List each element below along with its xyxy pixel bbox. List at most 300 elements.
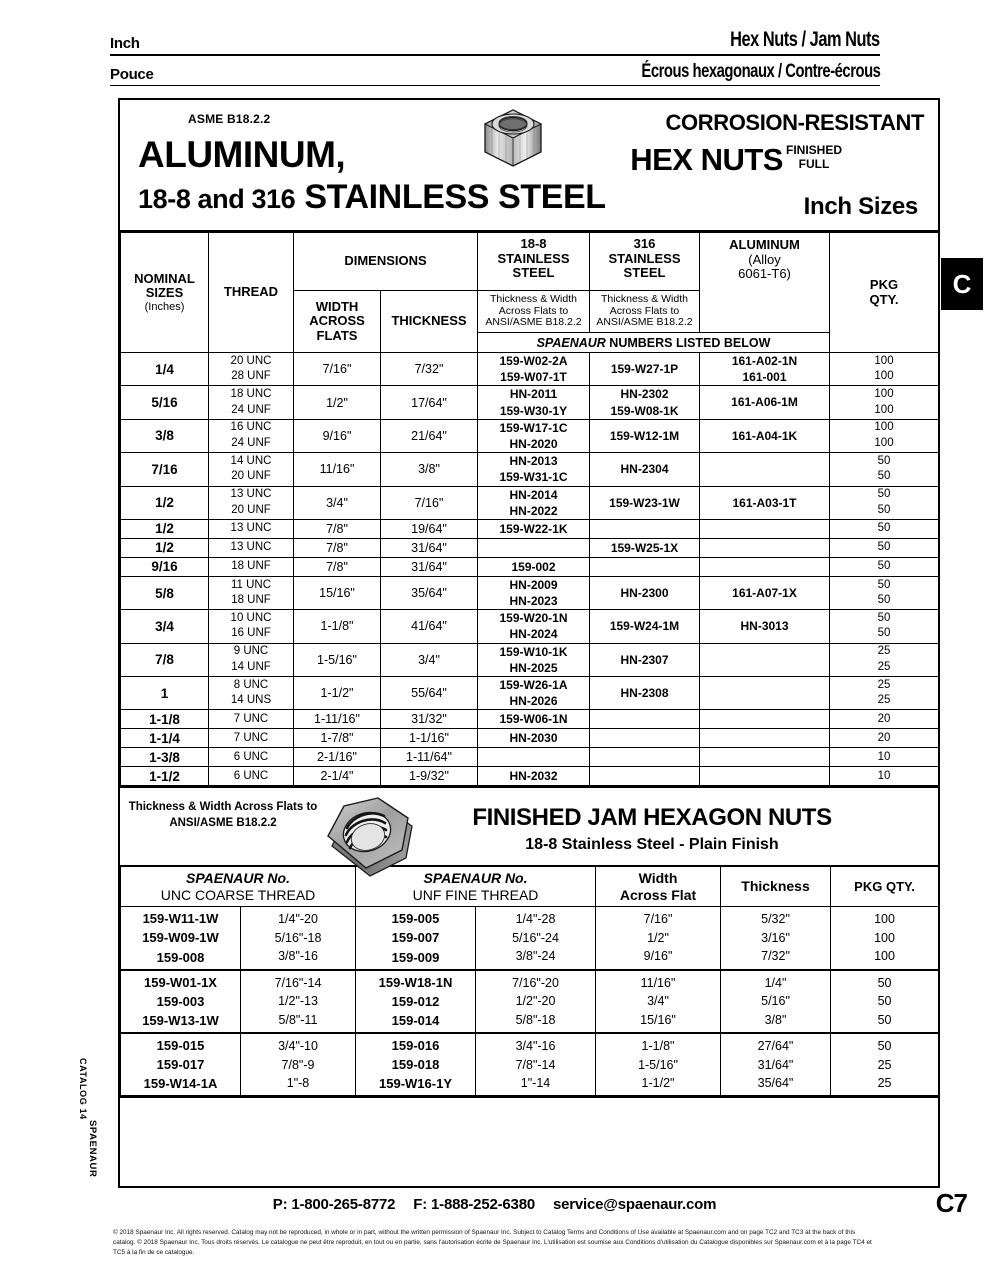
jth-unc-thread: UNC COARSE THREAD	[160, 886, 316, 903]
title-grades: 18-8 and 316	[138, 184, 296, 214]
table-row	[121, 353, 939, 386]
cell-width-across-flats	[294, 710, 381, 729]
cell-width-across-flats	[294, 610, 381, 643]
table-row	[121, 767, 939, 786]
cell-thickness	[381, 710, 478, 729]
cell-thickness-line: 41/64"	[411, 619, 447, 634]
cell-thickness	[381, 576, 478, 609]
cell-316-stainless-line: HN-2307	[620, 652, 669, 667]
table-row	[121, 677, 939, 710]
cell-jam-width-line: 1-1/2"	[641, 1075, 675, 1090]
th-width-across-flats	[294, 291, 381, 353]
cell-spaenaur-unc-line: 159-W13-1W	[142, 1012, 219, 1028]
cell-unc-thread-size-line: 3/4"-10	[278, 1039, 318, 1054]
cell-width-across-flats	[294, 767, 381, 786]
cell-thread-line: 9 UNC	[233, 645, 269, 658]
cell-316-stainless	[590, 710, 700, 729]
cell-jam-width-line: 9/16"	[643, 949, 673, 964]
cell-thickness	[381, 677, 478, 710]
cell-width-across-flats-line: 7/8"	[326, 521, 348, 536]
title-stainless-word: STAINLESS STEEL	[304, 178, 606, 216]
cell-aluminum	[700, 677, 830, 710]
cell-thickness-line: 17/64"	[411, 395, 447, 410]
cell-jam-thickness-line: 3/16"	[761, 930, 790, 945]
cell-width-across-flats-line: 1-1/8"	[320, 619, 354, 634]
cell-18-8-stainless-line: HN-2020	[509, 436, 558, 451]
cell-thread-line: 13 UNC	[230, 488, 272, 501]
cell-pkg-qty-line: 50	[877, 627, 891, 640]
cell-thread	[209, 748, 294, 767]
cell-width-across-flats	[294, 453, 381, 486]
table-row	[121, 576, 939, 609]
cell-18-8-stainless	[478, 557, 590, 576]
cell-18-8-stainless	[478, 748, 590, 767]
cell-width-across-flats	[294, 576, 381, 609]
cell-316-stainless-line: HN-2308	[620, 686, 669, 701]
cell-spaenaur-unf-line: 159-012	[391, 993, 440, 1009]
cell-width-across-flats-line: 1-7/8"	[320, 731, 354, 746]
cell-pkg-qty-line: 50	[877, 454, 891, 467]
cell-nominal-size	[121, 767, 209, 786]
cell-thread	[209, 677, 294, 710]
cell-thickness-line: 55/64"	[411, 686, 447, 701]
cell-pkg-qty-line: 50	[877, 522, 891, 535]
cell-pkg-qty-line: 25	[877, 678, 891, 691]
footer-email[interactable]: service@spaenaur.com	[552, 1196, 717, 1213]
cell-width-across-flats	[294, 519, 381, 538]
cell-nominal-size	[121, 419, 209, 452]
cell-spaenaur-unf-line: 159-W18-1N	[378, 974, 453, 990]
cell-jam-width-line: 7/16"	[643, 912, 673, 927]
cell-thread-line: 11 UNC	[230, 578, 272, 591]
th-316-l2: STAINLESS	[608, 250, 681, 266]
title-finished: FINISHED	[785, 143, 842, 157]
table-row	[121, 748, 939, 767]
cell-jam-pkg-qty	[831, 907, 939, 970]
cell-jam-width-line: 3/4"	[647, 994, 669, 1009]
cell-aluminum-line: 161-001	[742, 370, 787, 385]
cell-unc-thread-size-line: 5/8"-11	[278, 1012, 318, 1027]
cell-unc-thread-size-line: 3/8"-16	[278, 949, 318, 964]
cell-pkg-qty-line: 100	[874, 370, 894, 383]
cell-spaenaur-unc	[121, 970, 241, 1033]
cell-thread	[209, 386, 294, 419]
cell-aluminum	[700, 710, 830, 729]
cell-spaenaur-unf	[356, 1033, 476, 1096]
header-row-english	[110, 28, 880, 52]
cell-pkg-qty-line: 20	[877, 731, 891, 744]
cell-thread-line: 10 UNC	[230, 611, 272, 624]
cell-spaenaur-unf-line: 159-007	[391, 930, 440, 946]
cell-pkg-qty	[830, 729, 939, 748]
cell-aluminum	[700, 519, 830, 538]
cell-unc-thread-size-line: 7/16"-14	[274, 975, 322, 990]
cell-pkg-qty-line: 25	[877, 645, 891, 658]
cell-nominal-size-line: 1-1/2	[149, 768, 180, 784]
cell-aluminum	[700, 538, 830, 557]
cell-18-8-stainless	[478, 453, 590, 486]
catalog-edition-label: CATALOG 14	[78, 1058, 88, 1120]
cell-aluminum	[700, 610, 830, 643]
cell-pkg-qty-line: 50	[877, 503, 891, 516]
cell-thread	[209, 576, 294, 609]
cell-nominal-size	[121, 610, 209, 643]
cell-unf-thread-size-line: 7/16"-20	[512, 975, 559, 990]
jam-nuts-title: FINISHED JAM HEXAGON NUTS	[472, 804, 832, 832]
cell-pkg-qty-line: 50	[877, 611, 891, 624]
cell-width-across-flats-line: 7/8"	[326, 540, 348, 555]
cell-18-8-stainless-line: 159-W07-1T	[500, 370, 567, 385]
cell-18-8-stainless-line: 159-W22-1K	[499, 521, 568, 536]
cell-18-8-stainless	[478, 576, 590, 609]
cell-thread-line: 20 UNC	[230, 354, 272, 367]
cell-spaenaur-unf-line: 159-009	[391, 949, 440, 965]
th-18-8-l1: 18-8	[520, 236, 547, 251]
cell-18-8-stainless-line: 159-W30-1Y	[499, 403, 568, 418]
header-unit-inch: Inch	[110, 35, 140, 52]
cell-aluminum	[700, 353, 830, 386]
cell-unf-thread-size-line: 1/4"-28	[515, 912, 556, 927]
th-spaenaur-numbers	[478, 333, 830, 353]
cell-thickness-line: 21/64"	[411, 428, 447, 443]
cell-width-across-flats	[294, 748, 381, 767]
cell-spaenaur-unc-line: 159-W14-1A	[143, 1076, 218, 1092]
jam-table-header-row	[121, 867, 939, 907]
cell-thread-line: 16 UNF	[231, 627, 271, 640]
cell-pkg-qty-line: 10	[877, 769, 891, 782]
jam-table-row	[121, 907, 939, 970]
cell-jam-thickness-line: 27/64"	[757, 1039, 794, 1054]
cell-thread-line: 8 UNC	[233, 678, 269, 691]
jam-table-row	[121, 970, 939, 1033]
cell-unc-thread-size	[241, 907, 356, 970]
cell-nominal-size-line: 1/2	[155, 521, 174, 537]
cell-aluminum-line: 161-A03-1T	[732, 495, 797, 510]
th-18-8-note-text: Thickness & Width Across Flats to ANSI/ASME B18.2.2	[485, 292, 582, 329]
cell-thickness	[381, 419, 478, 452]
th-alum-l2: (Alloy	[748, 251, 781, 267]
cell-spaenaur-unc-line: 159-008	[156, 949, 205, 965]
cell-thickness	[381, 538, 478, 557]
cell-18-8-stainless-line: 159-W26-1A	[499, 678, 568, 692]
cell-nominal-size-line: 5/8	[155, 585, 174, 601]
main-content-frame	[118, 98, 940, 1188]
cell-jam-width	[596, 970, 721, 1033]
cell-18-8-stainless	[478, 353, 590, 386]
cell-nominal-size-line: 3/8	[155, 428, 174, 444]
cell-spaenaur-unc-line: 159-W01-1X	[144, 974, 217, 990]
cell-unf-thread-size	[476, 907, 596, 970]
cell-unc-thread-size-line: 1/2"-13	[278, 994, 318, 1009]
cell-18-8-stainless	[478, 419, 590, 452]
cell-thickness	[381, 486, 478, 519]
cell-nominal-size-line: 5/16	[151, 395, 178, 411]
cell-jam-thickness	[721, 907, 831, 970]
cell-thickness-line: 7/16"	[414, 495, 444, 510]
cell-316-stainless	[590, 610, 700, 643]
cell-jam-width-line: 15/16"	[640, 1012, 676, 1027]
th-nominal-units: (Inches)	[144, 300, 185, 313]
cell-18-8-stainless-line: HN-2030	[509, 731, 558, 746]
cell-316-stainless-line: 159-W25-1X	[610, 540, 679, 555]
cell-316-stainless-line: 159-W12-1M	[609, 428, 680, 443]
cell-aluminum	[700, 729, 830, 748]
cell-unc-thread-size-line: 1/4"-20	[278, 912, 318, 927]
cell-pkg-qty	[830, 519, 939, 538]
cell-jam-pkg-qty-line: 25	[877, 1057, 892, 1072]
cell-pkg-qty-line: 10	[877, 750, 891, 763]
th-nominal-l1: NOMINAL	[134, 270, 195, 286]
table-row	[121, 519, 939, 538]
cell-nominal-size-line: 3/4	[155, 618, 174, 634]
cell-nominal-size	[121, 386, 209, 419]
cell-width-across-flats	[294, 557, 381, 576]
hex-nut-illustration-top	[465, 106, 561, 174]
cell-thickness	[381, 557, 478, 576]
cell-jam-pkg-qty-line: 25	[877, 1075, 892, 1090]
cell-unc-thread-size	[241, 970, 356, 1033]
cell-thread-line: 13 UNC	[230, 522, 272, 535]
cell-unf-thread-size-line: 1"-14	[520, 1075, 551, 1090]
cell-width-across-flats-line: 1-5/16"	[317, 652, 357, 667]
cell-nominal-size	[121, 710, 209, 729]
cell-thread-line: 14 UNF	[231, 660, 271, 673]
cell-nominal-size	[121, 643, 209, 676]
cell-thread	[209, 353, 294, 386]
cell-width-across-flats	[294, 677, 381, 710]
cell-jam-thickness	[721, 1033, 831, 1096]
cell-316-stainless-line: HN-2304	[620, 462, 669, 477]
cell-pkg-qty	[830, 710, 939, 729]
cell-18-8-stainless-line: HN-2011	[509, 387, 558, 402]
cell-jam-thickness-line: 5/32"	[761, 912, 790, 927]
cell-thickness-line: 1-11/64"	[406, 750, 452, 765]
cell-18-8-stainless	[478, 610, 590, 643]
cell-spaenaur-unc-line: 159-W11-1W	[142, 911, 219, 927]
cell-nominal-size-line: 1-1/8	[149, 711, 180, 727]
title-inch-sizes: Inch Sizes	[803, 193, 918, 220]
jth-width-across-flat	[596, 867, 721, 907]
blank-area	[120, 1096, 938, 1192]
header-title-en: Hex Nuts / Jam Nuts	[730, 28, 880, 51]
th-nominal-l2: SIZES	[145, 285, 184, 301]
cell-width-across-flats	[294, 643, 381, 676]
cell-18-8-stainless-line: HN-2022	[509, 503, 558, 518]
title-stainless-steel	[138, 180, 606, 214]
cell-nominal-size-line: 1	[160, 685, 169, 701]
cell-18-8-stainless-line: HN-2032	[509, 769, 558, 784]
th-alum-l1: ALUMINUM	[729, 237, 800, 252]
cell-316-stainless	[590, 729, 700, 748]
cell-pkg-qty-line: 50	[877, 594, 891, 607]
th-thickness: THICKNESS	[381, 291, 478, 353]
cell-unf-thread-size-line: 5/8"-18	[515, 1012, 556, 1027]
cell-pkg-qty-line: 100	[874, 388, 894, 401]
title-hex-nuts: HEX NUTS	[630, 142, 783, 177]
cell-width-across-flats-line: 1-11/16"	[314, 712, 360, 727]
cell-thread	[209, 767, 294, 786]
cell-thread	[209, 519, 294, 538]
footer-copyright: © 2018 Spaenaur Inc. All rights reserved. Catalog may not be reproduced, in whole or in part, without the written permission of Spaenaur Inc. Subject to Catalog Terms and Conditions of Use available at Spaenaur.com and on page TC2 and TC3 at the back of this catalog. © 2018 Spaenaur Inc. Tous droits réservés. Le catalogue ne peut être reproduit, en tout ou en partie, sans l'autorisation écrite de Spaenaur Inc. L'utilisation est soumise aux Conditions d'utilisation du Catalogue disponibles sur Spaenaur.com et à la page TC4 et TC5 à la fin de ce catalogue.	[113, 1229, 872, 1256]
cell-aluminum	[700, 419, 830, 452]
cell-316-stainless	[590, 538, 700, 557]
cell-spaenaur-unc-line: 159-W09-1W	[142, 930, 219, 946]
cell-thread-line: 14 UNS	[230, 694, 272, 707]
cell-nominal-size-line: 1-1/4	[149, 730, 180, 746]
table-row	[121, 453, 939, 486]
cell-316-stainless-line: 159-W24-1M	[609, 619, 680, 634]
jam-nuts-subtitle: 18-8 Stainless Steel - Plain Finish	[525, 836, 779, 854]
cell-pkg-qty	[830, 538, 939, 557]
cell-jam-thickness-line: 3/8"	[764, 1012, 787, 1027]
cell-aluminum	[700, 767, 830, 786]
cell-pkg-qty-line: 20	[877, 712, 891, 725]
cell-thickness-line: 3/8"	[418, 462, 440, 477]
th-316-note-text: Thickness & Width Across Flats to ANSI/ASME B18.2.2	[596, 292, 693, 329]
title-corrosion-resistant: CORROSION-RESISTANT	[665, 110, 924, 135]
jam-nuts-table-head	[121, 867, 939, 907]
cell-nominal-size	[121, 453, 209, 486]
cell-316-stainless	[590, 643, 700, 676]
cell-jam-width-line: 1-5/16"	[638, 1057, 678, 1072]
th-18-8-l3: STEEL	[512, 265, 555, 281]
cell-unf-thread-size	[476, 970, 596, 1033]
cell-pkg-qty	[830, 486, 939, 519]
cell-nominal-size	[121, 538, 209, 557]
cell-thread-line: 24 UNF	[231, 436, 271, 449]
jam-nuts-table-body	[121, 907, 939, 1096]
cell-pkg-qty	[830, 610, 939, 643]
footer-fax: F: 1-888-252-6380	[413, 1196, 535, 1213]
cell-thread-line: 16 UNC	[230, 421, 272, 434]
cell-thread	[209, 486, 294, 519]
cell-18-8-stainless-line: 159-W10-1K	[499, 644, 568, 659]
cell-316-stainless-line: HN-2300	[620, 585, 669, 600]
hex-nuts-table-head	[121, 233, 939, 353]
table-row	[121, 610, 939, 643]
cell-316-stainless	[590, 767, 700, 786]
cell-spaenaur-unf-line: 159-005	[391, 911, 440, 927]
header-title-fr: Écrous hexagonaux / Contre-écrous	[640, 61, 880, 82]
cell-width-across-flats-line: 2-1/4"	[320, 769, 354, 784]
cell-thickness-line: 7/32"	[414, 362, 444, 377]
cell-aluminum	[700, 453, 830, 486]
cell-width-across-flats	[294, 538, 381, 557]
cell-18-8-stainless-line: HN-2009	[509, 577, 558, 592]
cell-18-8-stainless-line: HN-2025	[509, 660, 558, 675]
cell-jam-thickness	[721, 970, 831, 1033]
cell-316-stainless-line: HN-2302	[620, 387, 669, 402]
th-316-l3: STEEL	[623, 265, 666, 281]
cell-pkg-qty	[830, 557, 939, 576]
cell-thread-line: 20 UNF	[231, 470, 271, 483]
cell-316-stainless-line: 159-W08-1K	[610, 403, 679, 418]
cell-thickness-line: 3/4"	[418, 652, 440, 667]
header-divider-top	[110, 54, 880, 56]
cell-aluminum	[700, 643, 830, 676]
title-aluminum: ALUMINUM,	[138, 134, 346, 175]
cell-thickness	[381, 767, 478, 786]
footer-contact	[0, 1196, 989, 1214]
cell-316-stainless	[590, 576, 700, 609]
th-nominal-sizes	[121, 233, 209, 353]
cell-thickness	[381, 519, 478, 538]
cell-jam-width-line: 11/16"	[640, 975, 676, 990]
cell-unc-thread-size-line: 5/16"-18	[274, 930, 322, 945]
cell-nominal-size	[121, 557, 209, 576]
cell-pkg-qty-line: 100	[874, 354, 894, 367]
cell-thread-line: 14 UNC	[230, 454, 272, 467]
jam-nuts-table	[120, 866, 939, 1096]
brand-vertical-label: SPAENAUR	[87, 1120, 98, 1178]
th-across: ACROSS	[309, 313, 365, 329]
cell-pkg-qty-line: 100	[874, 436, 894, 449]
cell-pkg-qty-line: 50	[877, 470, 891, 483]
th-18-8-note	[478, 291, 590, 333]
cell-pkg-qty	[830, 677, 939, 710]
cell-width-across-flats	[294, 729, 381, 748]
cell-aluminum-line: 161-A02-1N	[731, 354, 798, 368]
cell-jam-pkg-qty-line: 50	[877, 975, 892, 990]
cell-thread-line: 6 UNC	[233, 769, 269, 782]
cell-pkg-qty	[830, 576, 939, 609]
jth-pkg-qty: PKG QTY.	[831, 867, 939, 907]
cell-jam-width-line: 1/2"	[647, 930, 669, 945]
cell-nominal-size	[121, 748, 209, 767]
cell-spaenaur-unc-line: 159-003	[156, 993, 205, 1009]
cell-18-8-stainless-line: HN-2023	[509, 594, 558, 609]
cell-18-8-stainless-line: HN-2026	[509, 694, 558, 709]
cell-316-stainless	[590, 453, 700, 486]
cell-nominal-size	[121, 677, 209, 710]
cell-unc-thread-size	[241, 1033, 356, 1096]
cell-thickness	[381, 610, 478, 643]
cell-thickness-line: 31/64"	[411, 540, 447, 555]
cell-18-8-stainless-line: 159-002	[511, 559, 556, 574]
cell-18-8-stainless	[478, 486, 590, 519]
hex-jam-nut-illustration	[316, 792, 426, 884]
cell-unf-thread-size-line: 7/8"-14	[515, 1057, 556, 1072]
th-spaenaur-word: SPAENAUR	[536, 335, 606, 350]
cell-thickness-line: 1-1/16"	[409, 731, 449, 746]
cell-spaenaur-unf	[356, 970, 476, 1033]
cell-unf-thread-size	[476, 1033, 596, 1096]
cell-nominal-size-line: 1/2	[155, 540, 174, 556]
cell-unf-thread-size-line: 5/16"-24	[512, 930, 559, 945]
cell-aluminum	[700, 486, 830, 519]
cell-18-8-stainless-line: HN-2014	[509, 487, 558, 502]
cell-thickness	[381, 353, 478, 386]
cell-width-across-flats-line: 7/16"	[322, 362, 352, 377]
table-row	[121, 419, 939, 452]
cell-pkg-qty	[830, 748, 939, 767]
cell-thread-line: 7 UNC	[233, 712, 269, 725]
th-pkg-qty	[830, 233, 939, 353]
cell-18-8-stainless	[478, 729, 590, 748]
cell-thread-line: 6 UNC	[233, 750, 269, 763]
cell-18-8-stainless-line: HN-2013	[509, 454, 558, 469]
page-header	[110, 28, 880, 86]
cell-nominal-size-line: 1/4	[155, 361, 174, 377]
cell-jam-thickness-line: 35/64"	[757, 1075, 794, 1090]
cell-spaenaur-unc	[121, 907, 241, 970]
cell-aluminum	[700, 386, 830, 419]
cell-18-8-stainless-line: 159-W02-2A	[499, 354, 568, 368]
cell-width-across-flats-line: 2-1/16"	[317, 750, 357, 765]
cell-pkg-qty-line: 100	[874, 403, 894, 416]
table-row	[121, 710, 939, 729]
table-header-row-1	[121, 233, 939, 291]
